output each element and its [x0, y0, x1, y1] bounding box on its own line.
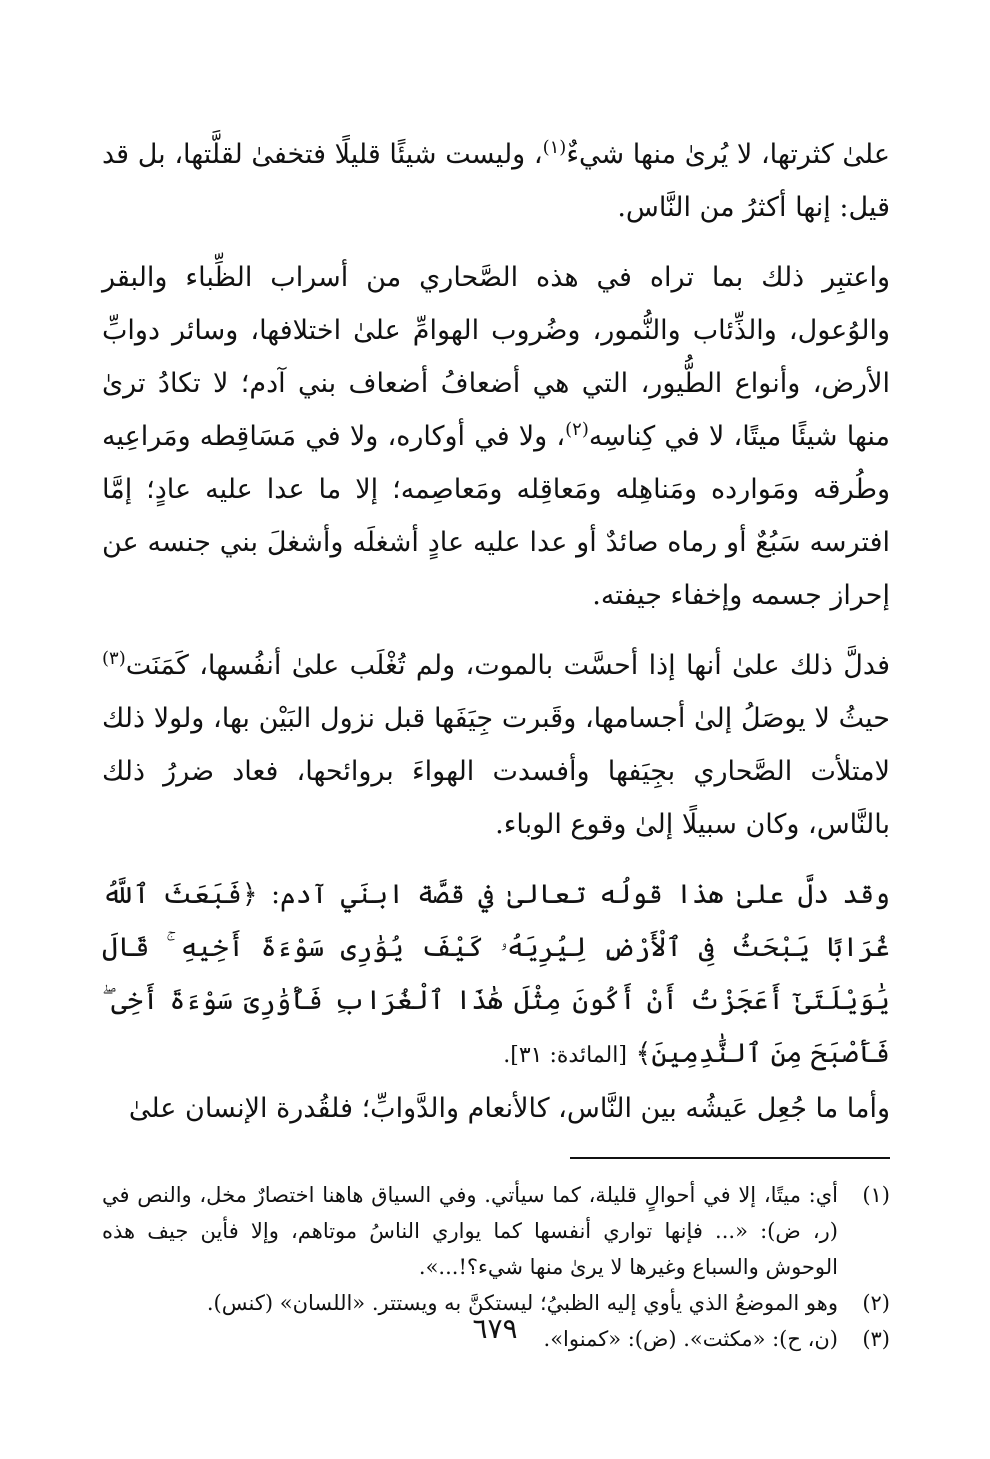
footnote-number: (٢): [862, 1291, 890, 1315]
page-number: ٦٧٩: [472, 1312, 518, 1345]
paragraph-2: [102, 251, 890, 622]
paragraph-1-text: علىٰ كثرتها، لا يُرىٰ منها شيءٌ: [566, 139, 890, 170]
footnote-ref-1[interactable]: (١): [542, 137, 567, 158]
footnote-text: وهو الموضعُ الذي يأوي إليه الظبيُ؛ ليستكنَّ به ويستتر. «اللسان» (كنس).: [206, 1291, 838, 1315]
footnote-text: أي: ميتًا، إلا في أحوالٍ قليلة، كما سيأتي. وفي السياق هاهنا اختصارٌ مخل، والنص في (ر، ض): «... فإنها تواري أنفسها كما يواري الناسُ موتاهم، وإلا فأين جيف هذه الوحوش والسباع وغيرها لا يرىٰ منها شيء؟!...».: [102, 1183, 838, 1279]
paragraph-3-rest: حيثُ لا يوصَلُ إلىٰ أجسامها، وقَبرت جِيَفَها قبل نزول البَيْن بها، ولولا ذلك لامتلأت الصَّحاري بجِيَفها وأفسدت الهواءَ بروائحها، فعاد ضررُ ذلك بالنَّاس، وكان سبيلًا إلىٰ وقوع الوباء.: [102, 703, 890, 840]
footnote-1: [102, 1177, 890, 1285]
footnote-ref-3[interactable]: (٣): [102, 648, 126, 669]
quran-verse: وقد دلَّ علىٰ هذا قولُه تعالىٰ في قصَّة ابنَي آدم: ﴿فَبَعَثَ ٱللَّهُ غُرَابًا يَبْحَثُ فِى ٱلْأَرْضِ لِيُرِيَهُۥ كَيْفَ يُوَٰرِى سَوْءَةَ أَخِيهِ ۚ قَالَ يَٰوَيْلَتَىٰٓ أَعَجَزْتُ أَنْ أَكُونَ مِثْلَ هَٰذَا ٱلْغُرَابِ فَأُوَٰرِىَ سَوْءَةَ أَخِى ۖ فَأَصْبَحَ مِنَ ٱلنَّٰدِمِينَ﴾: [102, 879, 890, 1069]
verse-reference: [المائدة: ٣١].: [503, 1043, 627, 1068]
footnote-text: (ن، ح): «مكثت». (ض): «كمنوا».: [543, 1327, 838, 1351]
paragraph-2-rest: ، ولا في أوكاره، ولا في مَسَاقِطه ومَراعِيه وطُرقه ومَوارده ومَناهِله ومَعاقِله ومَعاصِمه؛ إلا ما عدا عليه عادٍ؛ إمَّا افترسه سَبُعٌ أو رماه صائدٌ أو عدا عليه عادٍ أشغلَه وأشغلَ بني جنسه عن إحراز جسمه وإخفاء جيفته.: [102, 421, 890, 611]
paragraph-3-text: فدلَّ ذلك علىٰ أنها إذا أحسَّت بالموت، ولم تُغْلَب علىٰ أنفُسها، كَمَنَت: [125, 650, 890, 681]
footnote-number: (١): [862, 1183, 890, 1207]
paragraph-5: وأما ما جُعِل عَيشُه بين النَّاس، كالأنعام والدَّوابِّ؛ فلقُدرة الإنسان علىٰ: [128, 1093, 890, 1124]
paragraph-1: [102, 128, 890, 234]
footnote-number: (٣): [862, 1327, 890, 1351]
paragraph-2-text: واعتبِر ذلك بما تراه في هذه الصَّحاري من أسراب الظِّباء والبقر والوُعول، والذِّئاب والنُّمور، وضُروب الهوامِّ علىٰ اختلافها، وسائر دوابِّ الأرض، وأنواع الطُّيور، التي هي أضعافُ أضعاف بني آدم؛ لا تكادُ ترىٰ منها شيئًا ميتًا، لا في كِناسِه: [102, 262, 890, 452]
footnote-ref-2[interactable]: (٢): [565, 419, 589, 440]
footnote-separator: [570, 1157, 890, 1159]
paragraph-1-rest: ، وليست شيئًا قليلًا فتخفىٰ لقلَّتها، بل قد قيل: إنها أكثرُ من النَّاس.: [102, 139, 890, 223]
paragraph-4: [102, 868, 890, 1082]
paragraph-3: [102, 639, 890, 851]
